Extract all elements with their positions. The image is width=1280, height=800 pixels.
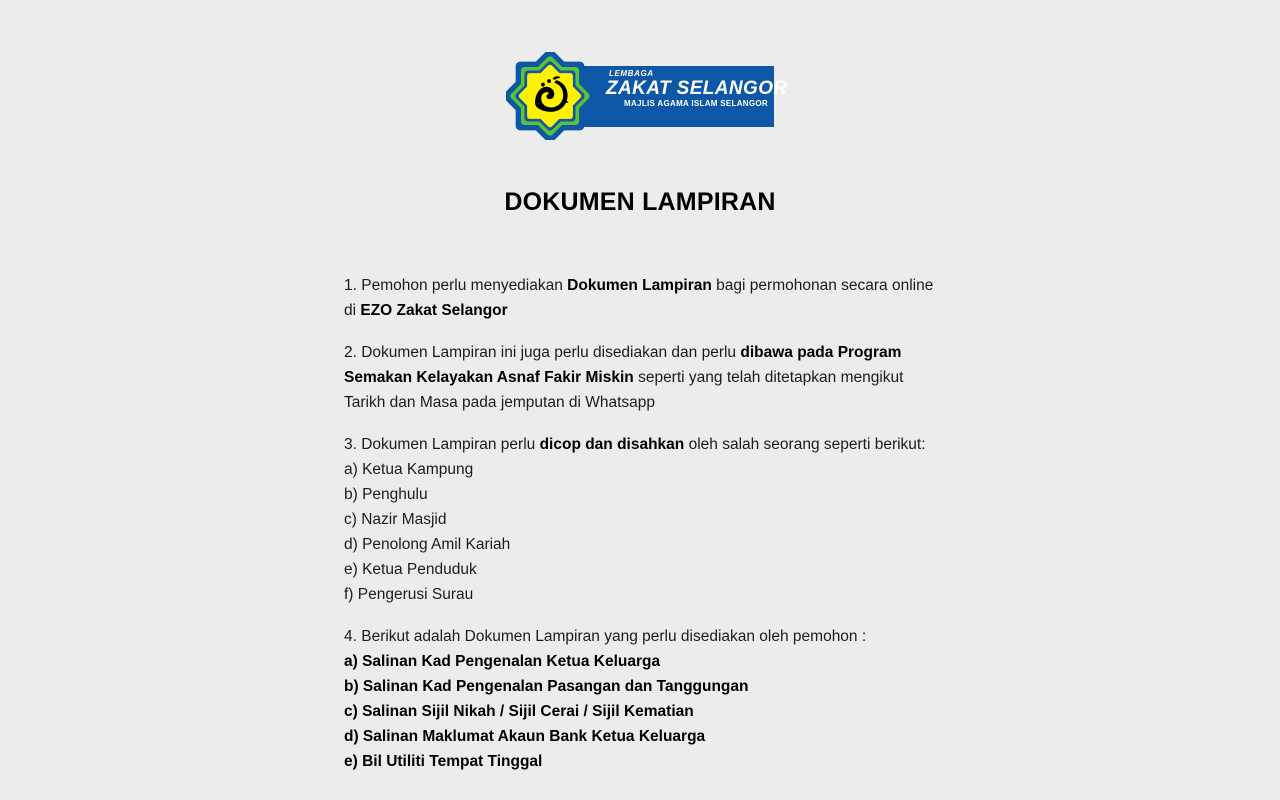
logo-banner-text: [604, 69, 788, 108]
list-item: d) Salinan Maklumat Akaun Bank Ketua Keluarga: [344, 728, 706, 745]
logo-header: [0, 52, 1280, 140]
list-item: a) Ketua Kampung: [344, 461, 474, 478]
logo-text-lembaga: LEMBAGA: [609, 69, 654, 78]
instruction-item-4: [344, 624, 940, 774]
star-emblem-icon: [506, 52, 594, 140]
item1-bold-dokumen-lampiran: Dokumen Lampiran: [567, 277, 712, 294]
list-item: d) Penolong Amil Kariah: [344, 536, 511, 553]
item1-bold-ezo-zakat-selangor: EZO Zakat Selangor: [360, 302, 508, 319]
list-item: c) Salinan Sijil Nikah / Sijil Cerai / Sijil Kematian: [344, 703, 694, 720]
document-body: [344, 273, 940, 774]
item3-bold-dicop-disahkan: dicop dan disahkan: [539, 436, 685, 453]
item2-suffix: seperti yang telah ditetapkan mengikut Tarikh dan Masa pada jemputan di Whatsapp: [344, 369, 904, 411]
item3-suffix: oleh salah seorang seperti berikut:: [684, 436, 926, 453]
item4-heading: 4. Berikut adalah Dokumen Lampiran yang perlu disediakan oleh pemohon :: [344, 628, 867, 645]
list-item: b) Salinan Kad Pengenalan Pasangan dan Tanggungan: [344, 678, 749, 695]
instruction-item-2: [344, 340, 940, 415]
list-item: f) Pengerusi Surau: [344, 586, 474, 603]
instruction-item-1: [344, 273, 940, 323]
item2-prefix: 2. Dokumen Lampiran ini juga perlu disediakan dan perlu: [344, 344, 741, 361]
list-item: b) Penghulu: [344, 486, 428, 503]
logo-text-zakat-selangor: ZAKAT SELANGOR: [606, 78, 788, 99]
item3-prefix: 3. Dokumen Lampiran perlu: [344, 436, 540, 453]
list-item: e) Ketua Penduduk: [344, 561, 477, 578]
page-title: DOKUMEN LAMPIRAN: [504, 188, 776, 216]
list-item: e) Bil Utiliti Tempat Tinggal: [344, 753, 543, 770]
logo-banner: [564, 66, 788, 127]
zakat-selangor-logo: [506, 52, 788, 140]
list-item: c) Nazir Masjid: [344, 511, 447, 528]
list-item: a) Salinan Kad Pengenalan Ketua Keluarga: [344, 653, 661, 670]
instruction-item-3: [344, 432, 940, 607]
item1-mid: bagi permohonan secara online di: [344, 277, 934, 319]
item1-prefix: 1. Pemohon perlu menyediakan: [344, 277, 568, 294]
logo-text-majlis-agama-islam-selangor: MAJLIS AGAMA ISLAM SELANGOR: [624, 99, 768, 108]
item2-bold-program: dibawa pada Program Semakan Kelayakan Asnaf Fakir Miskin: [344, 344, 902, 386]
